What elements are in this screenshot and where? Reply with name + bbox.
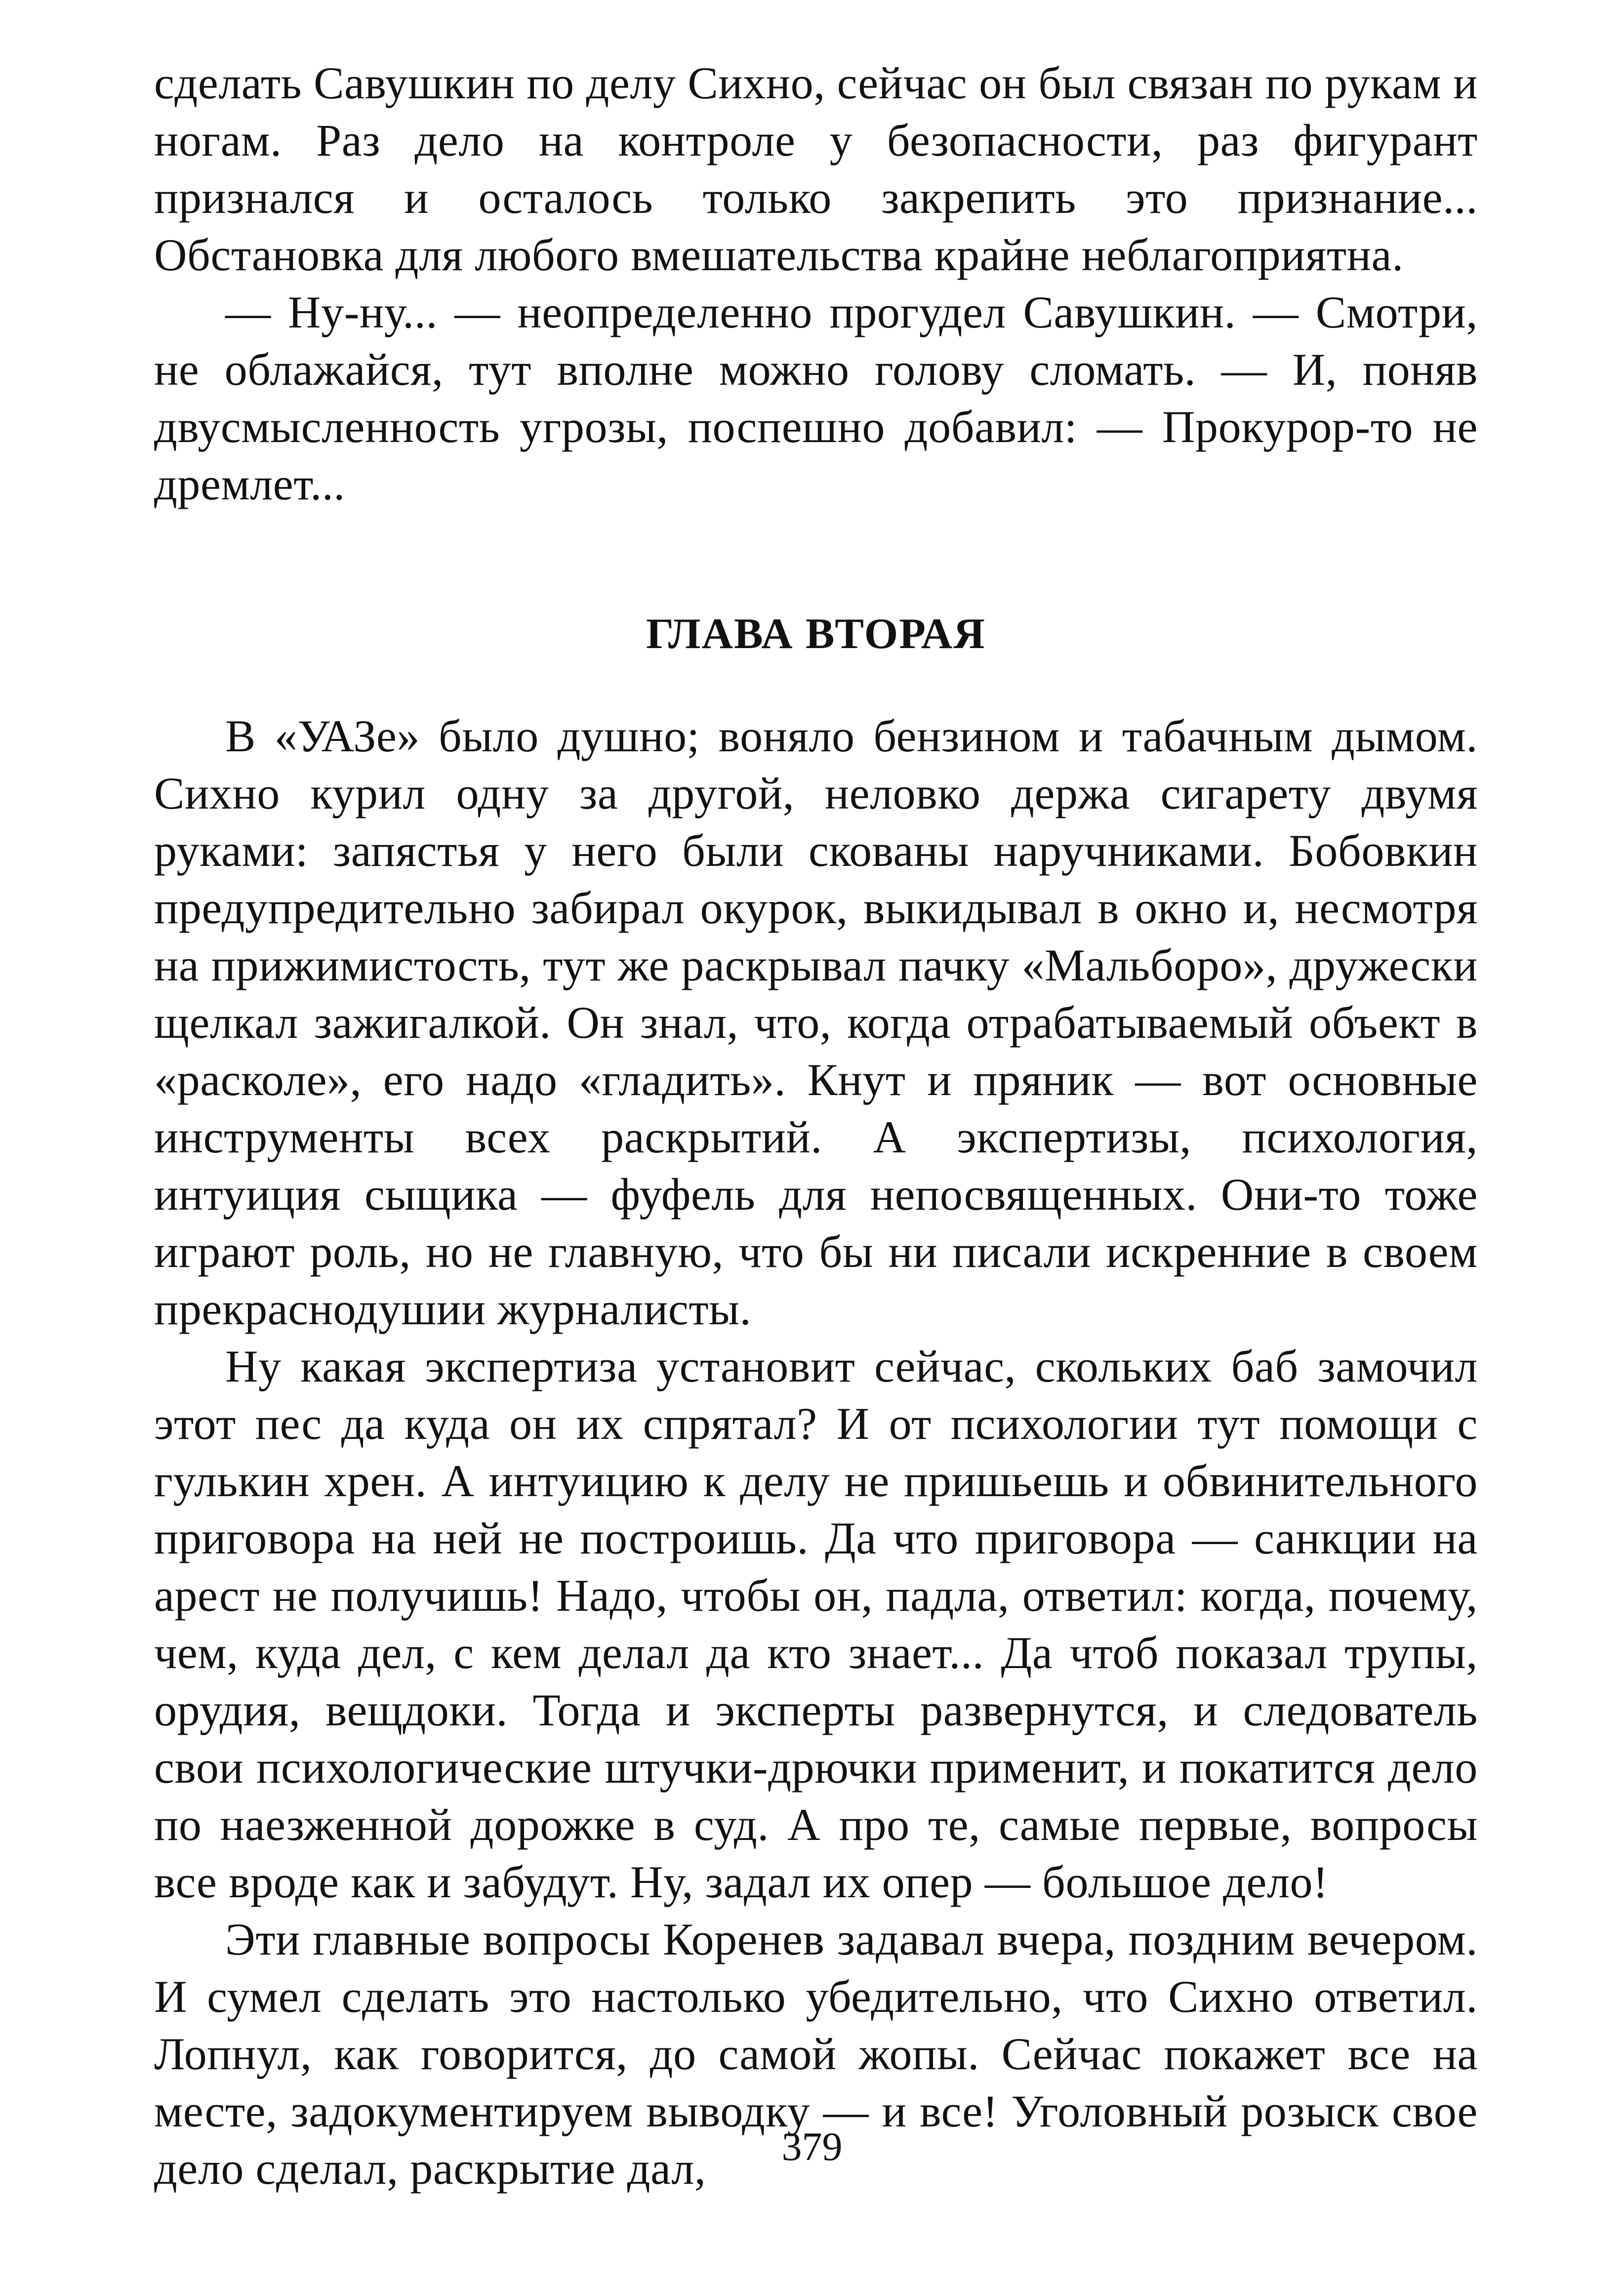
paragraph: В «УАЗе» было душно; воняло бензином и табачным дымом. Сихно курил одну за другой, неловко держа сигарету двумя руками: запястья у него были скованы наручниками. Бобовкин предупредительно забирал окурок, выкидывал в окно и, несмотря на прижимистость, тут же раскрывал пачку «Мальборо», дружески щелкал зажигалкой. Он знал, что, когда отрабатываемый объект в «расколе», его надо «гладить». Кнут и пряник — вот основные инструменты всех раскрытий. А экспертизы, психология, интуиция сыщика — фуфель для непосвященных. Они-то тоже играют роль, но не главную, что бы ни писали искренние в своем прекраснодушии журналисты.	[154, 711, 1478, 1334]
paragraph: Эти главные вопросы Коренев задавал вчера, поздним вечером. И сумел сделать это настолько убедительно, что Сихно ответил. Лопнул, как говорится, до самой жопы. Сейчас покажет все на месте, задокументируем выводку — и все! Уголовный розыск свое дело сделал, раскрытие дал,	[154, 1914, 1478, 2194]
chapter-title: ГЛАВА ВТОРАЯ	[646, 610, 986, 658]
paragraph: Ну какая экспертиза установит сейчас, скольких баб замочил этот пес да куда он их спрятал? И от психологии тут помощи с гулькин хрен. А интуицию к делу не пришьешь и обвинительного приговора на ней не построишь. Да что приговора — санкции на арест не получишь! Надо, чтобы он, падла, ответил: когда, почему, чем, куда дел, с кем делал да кто знает... Да чтоб показал трупы, орудия, вещдоки. Тогда и эксперты развернутся, и следователь свои психологические штучки-дрючки применит, и покатится дело по наезженной дорожке в суд. А про те, самые первые, вопросы все вроде как и забудут. Ну, задал их опер — большое дело!	[154, 1341, 1478, 1907]
book-page-text	[154, 54, 1478, 2197]
paragraph-continued: сделать Савушкин по делу Сихно, сейчас он был связан по рукам и ногам. Раз дело на контроле у безопасности, раз фигурант признался и осталось только закрепить это признание... Обстановка для любого вмешательства крайне неблагоприятна.	[154, 58, 1478, 280]
page-number: 379	[781, 2124, 843, 2169]
paragraph-dialogue: — Ну-ну... — неопределенно прогудел Савушкин. — Смотри, не облажайся, тут вполне можно голову сломать. — И, поняв двусмысленность угрозы, поспешно добавил: — Прокурор-то не дремлет...	[154, 287, 1478, 509]
